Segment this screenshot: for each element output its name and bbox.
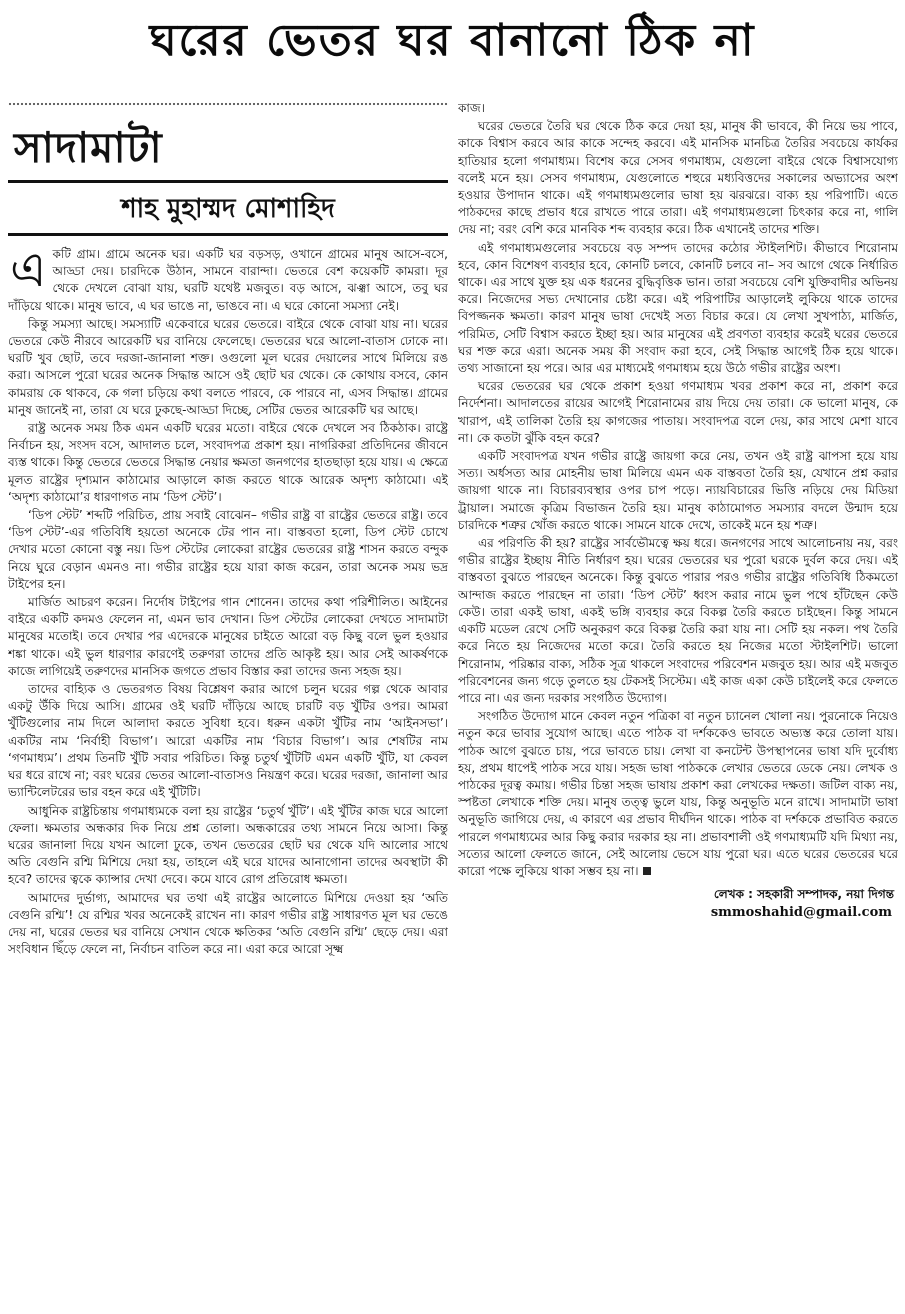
paragraph: আমাদের দুর্ভাগ্য, আমাদের ঘর তথা এই রাষ্ট্রের আলোতে মিশিয়ে দেওয়া হয় ‘অতি বেগুনি রশ্মি’! যে রশ্মির খবর অনেকেই রাখেন না। কারণ গভীর রাষ্ট্র সাধারণত মূল ঘর ভেঙে দেয় না, ঘরের ভেতর ঘর বানিয়ে সেখান থেকে ক্ষতিকর ‘অতি বেগুনি রশ্মি’ ছেড়ে দেয়। এরা সংবিধান ছিঁড়ে ফেলে না, নির্বাচন বাতিল করে না। এরা করে আরো সূক্ষ্ম <box>8 890 448 957</box>
paragraph: এর পরিণতি কী হয়? রাষ্ট্রের সার্বভৌমত্বে ক্ষয় ধরে। জনগণের সাথে আলোচনায় নয়, বরং গভীর রাষ্ট্রের ইচ্ছায় নীতি নির্ধারণ হয়। ঘরের ভেতরের ঘর পুরো ঘরকে দুর্বল করে দেয়। এই বাস্তবতা বুঝতে পারছেন অনেকে। কিন্তু বুঝতে পারার পরও গভীর রাষ্ট্রের গতিবিধি ঠিকমতো আন্দাজ করতে পারছেন না তারা। ‘ডিপ স্টেট’ ধ্বংস করার নামে ভুল পথে হাঁটছেন কেউ কেউ। তারা একই ভাষা, একই ভঙ্গি ব্যবহার করে বিকল্প তৈরি করতে চাইছেন। কিন্তু সামনে একটি মডেল রেখে সেটি অনুকরণ করে বিকল্প তৈরি করা যায় না। সেটি হয় নকল। পথ তৈরি করে নিতে হয় নিজেদের মতো করে। তৈরি করতে হয় নিজের মতো স্টাইলশিট। ভালো শিরোনাম, পরিষ্কার বাক্য, সঠিক সূত্র থাকলে সংবাদের পরিবেশন মজবুত হয়। আর এই মজবুত পরিবেশনের জন্য গড়ে তুলতে হয় টেকসই সিস্টেম। এই কাজ একা কেউ চাইলেই করে ফেলতে পারে না। এর জন্য দরকার সংগঠিত উদ্যোগ। <box>458 536 898 705</box>
column-name: সাদামাটা <box>14 123 163 172</box>
paragraph: ঘরের ভেতরে তৈরি ঘর থেকে ঠিক করে দেয়া হয়, মানুষ কী ভাববে, কী নিয়ে ভয় পাবে, কাকে বিশ্বাস করবে আর কাকে সন্দেহ করবে। এই মানসিক মানচিত্র তৈরির সবচেয়ে কার্যকর হাতিয়ার হলো গণমাধ্যম। বিশেষ করে সেসব গণমাধ্যম, যেগুলো বাইরে থেকে বিশ্বাসযোগ্য বলেই মনে হয়। সেসব গণমাধ্যম, যেগুলোতে শহুরে মধ্যবিত্তদের সকালের অভ্যাসের অংশ হওয়ার উপাদান থাকে। এই গণমাধ্যমগুলোর ভাষা হয় ঝরঝরে। বাক্য হয় পরিপাটি। এতে পাঠকদের কাছে প্রভাব ধরে রাখতে পারে তারা। এই গণমাধ্যমগুলো চিৎকার করে না, গালি দেয় না; বরং বেশি করে মানবিক শব্দ ব্যবহার করে। ঠিক এখানেই তাদের শক্তি। <box>458 119 898 237</box>
right-column <box>458 100 898 1310</box>
paragraph: ঘরের ভেতরের ঘর থেকে প্রকাশ হওয়া গণমাধ্যম খবর প্রকাশ করে না, প্রকাশ করে নির্দেশনা। আদালতের রায়ের আগেই শিরোনামের রায় দিয়ে দেয় তারা। কে ভালো মানুষ, কে খারাপ, এই তালিকা তৈরি হয় কাগজের পাতায়। সংবাদপত্র বলে দেয়, কার সাথে মেশা যাবে না। কে কতটা ঝুঁকি বহন করে? <box>458 379 898 445</box>
paragraph: তাদের বাহ্যিক ও ভেতরগত বিষয় বিশ্লেষণ করার আগে চলুন ঘরের গল্প থেকে আবার একটু উঁকি দিয়ে আসি। গ্রামের ওই ঘরটি দাঁড়িয়ে আছে চারটি বড় খুঁটির ওপর। আমরা খুঁটিগুলোর নাম দিলে আলাদা করতে সুবিধা হবে। ধরুন একটা খুঁটির নাম ‘আইনসভা’। একটির নাম ‘নির্বাহী বিভাগ’। আরো একটির নাম ‘বিচার বিভাগ’। আর শেষটির নাম ‘গণমাধ্যম’। প্রথম তিনটি খুঁটি সবার পরিচিত। কিন্তু চতুর্থ খুঁটিটি এমন একটি খুঁটি, যা কেবল ঘর ধরে রাখে না; বরং ঘরের ভেতর আলো-বাতাসও নিয়ন্ত্রণ করে। ঘরের দরজা, জানালা আর ভ্যান্টিলেটরের ভার বহন করে এই খুঁটিটি। <box>8 682 448 800</box>
author-name: শাহ মুহাম্মদ মোশাহিদ <box>121 194 335 224</box>
divider-rule <box>8 233 448 236</box>
headline: ঘরের ভেতর ঘর বানানো ঠিক না <box>149 15 756 66</box>
paragraph: সংগঠিত উদ্যোগ মানে কেবল নতুন পত্রিকা বা নতুন চ্যানেল খোলা নয়। পুরনোকে নিয়েও নতুন করে ভাবার সুযোগ আছে। এতে পাঠক বা দর্শককেও ভাবতে অভ্যস্ত করে তোলা যায়। পাঠক আগে বুঝতে চায়, পরে ভাবতে চায়। লেখা বা কনটেন্ট উপস্থাপনের ভাষা যদি দুর্বোধ্য হয়, প্রথম ধাপেই পাঠক সরে যায়। সহজ ভাষা পাঠককে লেখার ভেতরে ডেকে নেয়। লেখক ও পাঠকের দূরত্ব কমায়। গভীর চিন্তা সহজ ভাষায় প্রকাশ করা লেখকের দক্ষতা। জটিল বাক্য নয়, স্পষ্টতা লেখাকে শক্তি দেয়। মানুষ তত্ত্ব ভুলে যায়, কিন্তু অনুভূতি মনে রাখে। সাদামাটা ভাষা অনুভূতি জাগিয়ে দেয়, এ কারণে এর প্রভাব দীর্ঘদিন থাকে। পাঠক বা দর্শককে প্রভাবিত করতে পারলে গণমাধ্যমের আর কিছু করার দরকার হয় না। প্রভাবশালী ওই গণমাধ্যমটি যদি মিথ্যা নয়, সত্যের আলো ফেলতে জানে, সেই আলোয় ভেসে যায় পুরো ঘর। এতে ঘরের ভেতরের ঘরে কারো পক্ষে লুকিয়ে থাকা সম্ভব হয় না। <box>458 709 898 878</box>
paragraph: এই গণমাধ্যমগুলোর সবচেয়ে বড় সম্পদ তাদের কঠোর স্টাইলশিট। কীভাবে শিরোনাম হবে, কোন বিশেষণ ব্যবহার হবে, কোনটি চলবে, কোনটি চলবে না– সব আগে থেকে নির্ধারিত থাকে। এর সাথে যুক্ত হয় এক ধরনের বুদ্ধিবৃত্তিক ভান। তারা সবচেয়ে বেশি যুক্তিবাদীর অভিনয় করে। নিজেদের সভ্য দেখানোর চেষ্টা করে। এই পরিপাটির আড়ালেই লুকিয়ে থাকে তাদের বিপজ্জনক ক্ষমতা। কারণ মানুষ ভাষা দেখেই সত্য বিচার করে। যে লেখা সুখপাঠ্য, মার্জিত, পরিমিত, সেটি বিশ্বাস করতে ইচ্ছা হয়। আর মানুষের এই প্রবণতা ব্যবহার করেই ঘরের ভেতরে ঘর শক্ত করে এরা। অনেক সময় কী সংবাদ করা হবে, সেই সিদ্ধান্ত আগেই ঠিক হয়ে থাকে। তথ্য সাজানো হয় পরে। আর এর মাধ্যমেই গণমাধ্যম হয়ে উঠে গভীর রাষ্ট্রের অংশ। <box>458 240 898 376</box>
end-mark-icon <box>643 867 651 875</box>
paragraph: মার্জিত আচরণ করেন। নির্দোষ টাইপের গান শোনেন। তাদের কথা পরিশীলিত। আইনের বাইরে একটি কদমও ফেলেন না, এমন ভাব দেখান। ডিপ স্টেটের লোকেরা দেখতে সাদামাটা মানুষের মতোই। তবে দেখার পর এদেরকে মানুষের চাইতে আরো বড় কিছু বলে ভুল হওয়ার শঙ্কা থাকে। এই ভুল ধারণার কারণেই তরুণরা তাদের প্রতি আকৃষ্ট হয়। আর সেই আকর্ষণকে কাজে লাগিয়েই তরুণদের মানসিক জগতে প্রভাব বিস্তার করা তাদের জন্য সহজ হয়। <box>8 595 448 678</box>
left-column <box>8 100 448 1310</box>
paragraph: ‘ডিপ স্টেট’ শব্দটি পরিচিত, প্রায় সবাই বোঝেন– গভীর রাষ্ট্র বা রাষ্ট্রের ভেতরে রাষ্ট্র। তবে ‘ডিপ স্টেট’-এর গতিবিধি হয়তো অনেকে টের পান না। বাস্তবতা হলো, ডিপ স্টেট চোখে দেখার মতো কোনো বস্তু নয়। ডিপ স্টেটের লোকেরা রাষ্ট্রের ভেতরের রাষ্ট্র শাসন করতে বন্দুক নিয়ে ঘুরে বেড়ান এমনও না। গভীর রাষ্ট্রের হয়ে যারা কাজ করেন, তারা অনেক সময় ভদ্র টাইপের হন। <box>8 508 448 591</box>
paragraph: কিন্তু সমস্যা আছে। সমস্যাটি একেবারে ঘরের ভেতরে। বাইরে থেকে বোঝা যায় না। ঘরের ভেতরে কেউ নীরবে আরেকটি ঘর বানিয়ে ফেলেছে। ভেতরের ঘরে আলো-বাতাস ঢোকে না। ঘরটি খুব ছোট, তবে দরজা-জানালা শক্ত। ওগুলো মূল ঘরের দেয়ালের সাথে মিলিয়ে রঙ করা। আসলে পুরো ঘরের অনেক সিদ্ধান্ত আসে ওই ছোট ঘর থেকে। কে কোথায় বসবে, কোন কামরায় কে থাকবে, কে গলা চড়িয়ে কথা বলতে পারবে, কে পারবে না, এসব সিদ্ধান্ত। গ্রামের মানুষ জানেই না, তারা যে ঘরে ঢুকছে-আড্ডা দিচ্ছে, সেটির ভেতর আরেকটি ঘর আছে। <box>8 316 448 417</box>
signature-label: লেখক : <box>713 887 753 902</box>
dotted-divider <box>8 100 448 108</box>
paragraph: একটি গ্রাম। গ্রামে অনেক ঘর। একটি ঘর বড়সড়, ওখানে গ্রামের মানুষ আসে-বসে, আড্ডা দেয়। চারদিকে উঠান, সামনে বারান্দা। ভেতরে বেশ কয়েকটি কামরা। দূর থেকে দেখলে বোঝা যায়, ঘরটি যথেষ্ট মজবুত। বড় আসে, ঝঞ্ঝা আসে, তবু ঘর দাঁড়িয়ে থাকে। মানুষ ভাবে, এ ঘর ভাঙে না, ভাঙবে না। এ ঘরে কোনো সমস্যা নেই। <box>8 242 448 313</box>
signature-role: সহকারী সম্পাদক, নয়া দিগন্ত <box>757 887 894 902</box>
paragraph: একটি সংবাদপত্র যখন গভীর রাষ্ট্রে জায়গা করে নেয়, তখন ওই রাষ্ট্র ঝাপসা হয়ে যায় সত্য। অর্ধসত্য আর মোহনীয় ভাষা মিলিয়ে এমন এক বাস্তবতা তৈরি হয়, যেখানে প্রশ্ন করার জায়গা থাকে না। বিচারব্যবস্থার ওপর চাপ পড়ে। ন্যায়বিচারের ভিত্তি নড়িয়ে দেয় মিডিয়া ট্রায়াল। সমাজে কৃত্রিম বিভাজন তৈরি হয়। মানুষ কাঠামোগত সমস্যার বদলে উন্মাদ হয়ে চারদিকে শত্রুর খোঁজ করতে থাকে। সামনে যাকে দেখে, তাকেই মনে হয় শত্রু। <box>458 449 898 532</box>
author-signature <box>458 886 898 903</box>
drop-cap: এ <box>10 242 47 298</box>
divider-rule <box>8 180 448 183</box>
paragraph: আধুনিক রাষ্ট্রচিন্তায় গণমাধ্যমকে বলা হয় রাষ্ট্রের ‘চতুর্থ খুঁটি’। এই খুঁটির কাজ ঘরে আলো ফেলা। ক্ষমতার অন্ধকার দিক নিয়ে প্রশ্ন তোলা। অন্ধকারের তথ্য সামনে নিয়ে আসা। কিন্তু ঘরের জানালা দিয়ে যখন আলো ঢুকে, তখন ভেতরের ছোট ঘর থেকে যদি আলোর সাথে অতি বেগুনি রশ্মি মিশিয়ে দেয়া হয়, তাহলে এই ঘরে যাদের আনাগোনা তাদের অবস্থাটা কী হবে? তাদের ত্বকে ক্যান্সার দেখা দেবে। কমে যাবে রোগ প্রতিরোধ ক্ষমতা। <box>8 803 448 887</box>
paragraph: রাষ্ট্র অনেক সময় ঠিক এমন একটি ঘরের মতো। বাইরে থেকে দেখলে সব ঠিকঠাক। রাষ্ট্রে নির্বাচন হয়, সংসদ বসে, আদালত চলে, সংবাদপত্র প্রকাশ হয়। নাগরিকরা প্রতিদিনের জীবনে ব্যস্ত থাকে। কিন্তু ভেতরে ভেতরে সিদ্ধান্ত নেয়ার ক্ষমতা জনগণের হাতছাড়া হয়ে যায়। এ ক্ষেত্রে মূলত রাষ্ট্রের দৃশ্যমান কাঠামোর আড়ালে কাজ করতে থাকে আরেক অদৃশ্য কাঠামো। এই ‘অদৃশ্য কাঠামো’র ধারণাগত নাম ‘ডিপ স্টেট’। <box>8 421 448 504</box>
author-email: smmoshahid@gmail.com <box>710 905 892 921</box>
paragraph: কাজ। <box>458 101 485 115</box>
